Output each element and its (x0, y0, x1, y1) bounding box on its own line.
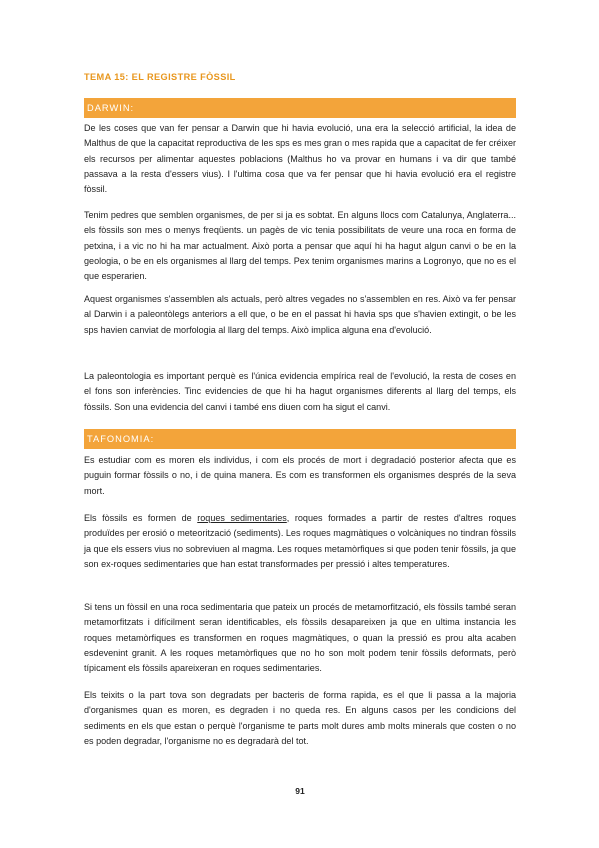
paragraph: Es estudiar com es moren els individus, i com els procés de mort i degradació posterior afecta que es puguin formar fòssils o no, i de quina manera. Es com es transformen els organismes després de la seva mort. (84, 455, 516, 496)
paragraph: De les coses que van fer pensar a Darwin que hi havia evolució, una era la selecció artificial, la idea de Malthus de que la capacitat reproductiva de les sps es mes gran o mes rapida que a capacitat de fer créixer els recursos per alimentar aquestes poblacions (Malthus ho va provar en humans i va dir que també passava a la resta d'essers vius). I l'ultima cosa que va fer pensar que hi havia evolució era el registre fòssil. (84, 123, 516, 195)
paragraph: Si tens un fòssil en una roca sedimentaria que pateix un procés de metamorfització, els fòssils també seran metamorfitzats i difícilment seran identificables, els fòssils desapareixen ja que en ultima instancia les roques metamòrfiques es transformen en roques magmàtiques, o quan la pressió es prou alta acaben esdevenint granit. A les roques metamòrfiques que no ho son molt podem tenir fòssils deformats, però típicament els fòssils apareixeran en roques sedimentaries. (84, 602, 516, 674)
section-heading-darwin: DARWIN: (84, 98, 516, 118)
paragraph: Els fòssils es formen de roques sedimentaries, roques formades a partir de restes d'altres roques produïdes per erosió o meteorització (sediments). Les roques magmàtiques o volcàniques no tindran fòssils ja que els essers vius no sobreviuen al magma. Les roques metamòrfiques si que poden tenir fòssils, ja que son ex-roques sedimentaries que han estat transformades per pressió i altes temperatures. (84, 513, 516, 569)
paragraph: Tenim pedres que semblen organismes, de per si ja es sobtat. En alguns llocs com Catalunya, Anglaterra... els fòssils son mes o menys freqüents. un pagès de vic tenia possibilitats de veure una roca en forma de petxina, i a vic no hi ha mar actualment. Això porta a pensar que aquí hi ha hagut algun canvi o be en la geologia, o be en els organismes al llarg del temps. Pex tenim organismes marins a Logronyo, que no es el que esperarien. (84, 210, 516, 282)
paragraph: La paleontologia es important perquè es l'única evidencia empírica real de l'evolució, la resta de coses en el fons son inferències. Tinc evidencies de que hi ha hagut organismes diferents al llarg del temps, els fòssils. Son una evidencia del canvi i també ens diuen com ha sigut el canvi. (84, 371, 516, 412)
page-title: TEMA 15: EL REGISTRE FÒSSIL (84, 72, 236, 82)
section-heading-tafonomia: TAFONOMIA: (84, 429, 516, 449)
page-number: 91 (295, 786, 305, 796)
paragraph: Aquest organismes s'assemblen als actuals, però altres vegades no s'assemblen en res. Això va fer pensar al Darwin i a paleontòlegs anteriors a ell que, o be en el passat hi havia sps que s'havien extingit, o be les sps havien canviat de morfologia al llarg del temps. Això implica alguna ena d'evolució. (84, 294, 516, 335)
underlined-term: roques sedimentaries (197, 513, 287, 523)
paragraph: Els teixits o la part tova son degradats per bacteris de forma rapida, es el que li passa a la majoria d'organismes quan es moren, es degraden i no queda res. En alguns casos per les condicions del sediments en els que estan o perquè l'organisme te parts molt dures amb molts minerals que costen o no es poden degradar, l'organisme no es degradarà del tot. (84, 690, 516, 746)
